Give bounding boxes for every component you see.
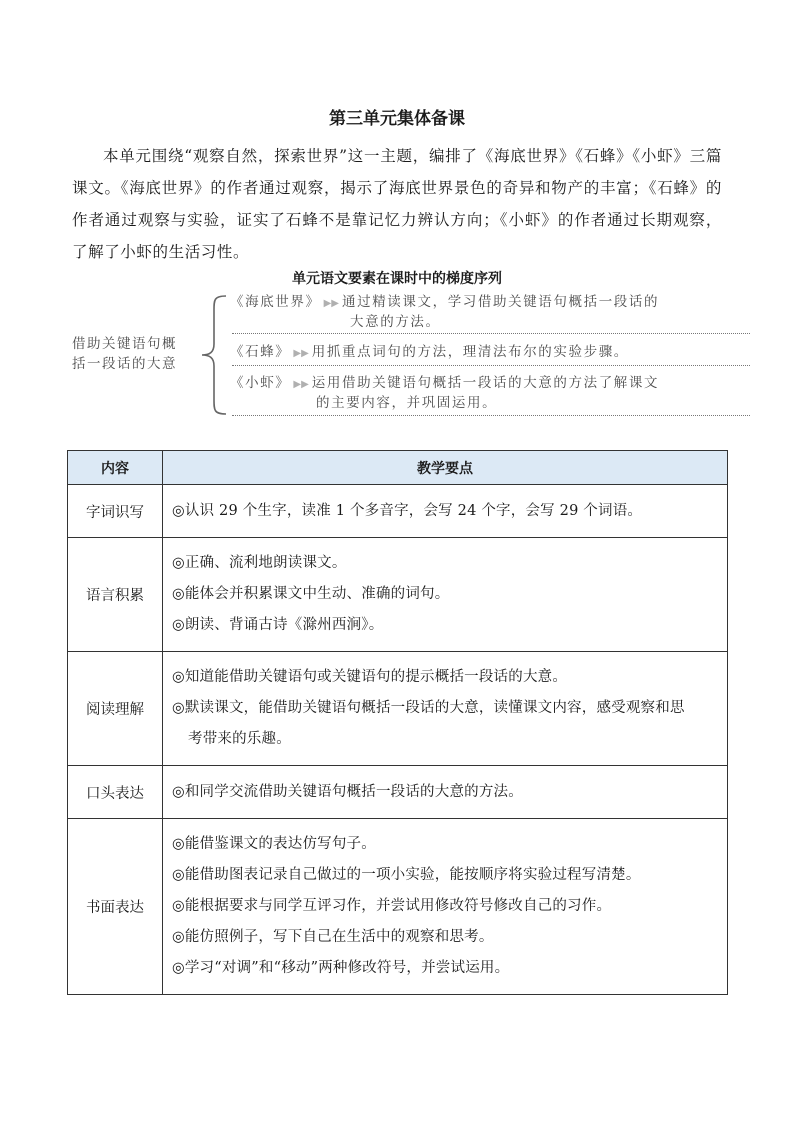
point-item: ◎能体会并积累课文中生动、准确的词句。 [172, 586, 450, 602]
double-arrow-icon: ▶▶ [293, 348, 309, 359]
curly-brace-icon [198, 294, 232, 416]
point-item: ◎能根据要求与同学互评习作，并尝试用修改符号修改自己的习作。 [172, 898, 612, 914]
dotted-divider [232, 415, 750, 416]
row-points [163, 766, 728, 819]
row-points [163, 485, 728, 538]
page-title: 第三单元集体备课 [329, 109, 465, 129]
double-arrow-icon: ▶▶ [323, 298, 339, 309]
row-points [163, 652, 728, 766]
unit-element-label [72, 334, 202, 374]
unit-element-label-line1: 借助关键语句概 [72, 336, 177, 352]
gradient-sequence-diagram [60, 290, 740, 420]
diagram-title: 单元语文要素在课时中的梯度序列 [292, 271, 502, 287]
header-content: 内容 [68, 451, 163, 485]
point-item: ◎学习“对调”和“移动”两种修改符号，并尝试运用。 [172, 960, 510, 976]
table-row [68, 819, 728, 995]
sequence-item-2 [230, 343, 750, 363]
teaching-points-table [67, 450, 728, 995]
point-item: ◎知道能借助关键语句或关键语句的提示概括一段话的大意。 [172, 669, 568, 685]
table-row [68, 766, 728, 819]
lesson-goal-line2: 大意的方法。 [350, 314, 441, 330]
row-points [163, 538, 728, 652]
lesson-name: 《小虾》 [230, 375, 291, 391]
point-item: ◎能仿照例子，写下自己在生活中的观察和思考。 [172, 929, 494, 945]
point-item: ◎能借鉴课文的表达仿写句子。 [172, 836, 376, 852]
point-item: ◎默读课文，能借助关键语句概括一段话的大意，读懂课文内容，感受观察和思 [172, 700, 685, 716]
table-row [68, 538, 728, 652]
row-category: 书面表达 [68, 819, 163, 995]
lesson-goal-line1: 用抓重点词句的方法，理清法布尔的实验步骤。 [311, 344, 629, 360]
lesson-goal-line1: 运用借助关键语句概括一段话的大意的方法了解课文 [311, 375, 660, 391]
lesson-goal-line2: 的主要内容，并巩固运用。 [316, 395, 498, 411]
lesson-goal-line1: 通过精读课文，学习借助关键语句概括一段话的 [342, 294, 660, 310]
row-category: 语言积累 [68, 538, 163, 652]
lesson-name: 《石蜂》 [230, 344, 291, 360]
table-row [68, 485, 728, 538]
point-item: ◎正确、流利地朗读课文。 [172, 555, 347, 571]
point-item-continued: 考带来的乐趣。 [188, 731, 291, 747]
double-arrow-icon: ▶▶ [293, 379, 309, 390]
header-teaching-points: 教学要点 [163, 451, 728, 485]
row-points [163, 819, 728, 995]
point-item: ◎认识 29 个生字，读准 1 个多音字，会写 24 个字，会写 29 个词语。 [172, 502, 643, 519]
unit-element-label-line2: 括一段话的大意 [72, 356, 177, 372]
point-item: ◎和同学交流借助关键语句概括一段话的大意的方法。 [172, 783, 523, 800]
point-item: ◎能借助图表记录自己做过的一项小实验，能按顺序将实验过程写清楚。 [172, 867, 641, 883]
row-category: 阅读理解 [68, 652, 163, 766]
point-item: ◎朗读、背诵古诗《滁州西涧》。 [172, 617, 384, 633]
table-row [68, 652, 728, 766]
lesson-name: 《海底世界》 [230, 294, 321, 310]
dotted-divider [232, 365, 750, 366]
row-category: 字词识写 [68, 485, 163, 538]
row-category: 口头表达 [68, 766, 163, 819]
intro-paragraph: 本单元围绕“观察自然，探索世界”这一主题，编排了《海底世界》《石蜂》《小虾》三篇课文。《海底世界》的作者通过观察，揭示了海底世界景色的奇异和物产的丰富；《石蜂》的作者通过观察与实验，证实了石蜂不是靠记忆力辨认方向；《小虾》的作者通过长期观察，了解了小虾的生活习性。 [72, 147, 722, 261]
table-header-row [68, 451, 728, 485]
sequence-item-1 [230, 293, 750, 332]
dotted-divider [232, 333, 750, 334]
sequence-item-3 [230, 374, 750, 413]
